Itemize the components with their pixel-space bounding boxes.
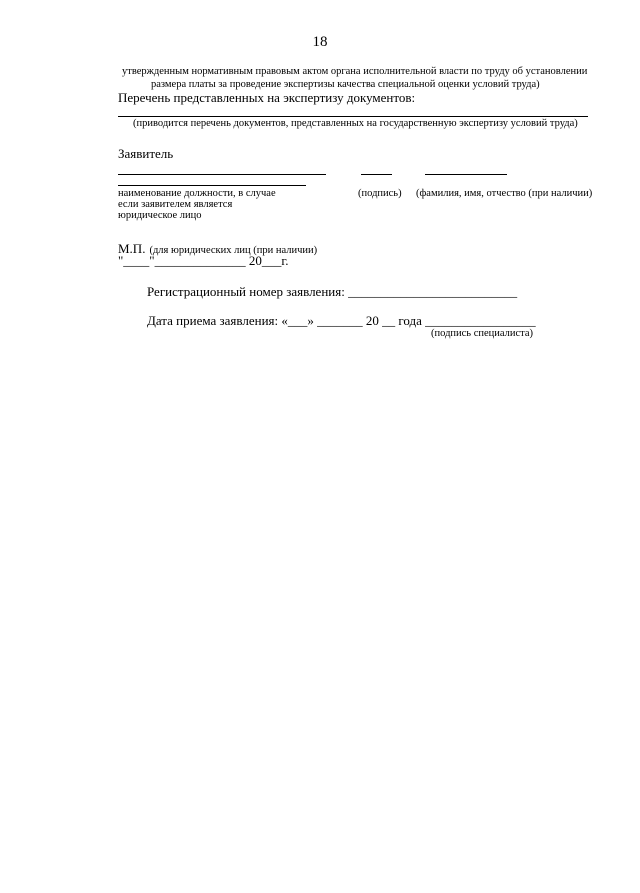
- signature-caption: (подпись): [358, 188, 402, 199]
- documents-heading: Перечень представленных на экспертизу документов:: [118, 90, 416, 105]
- seal-date-line: "____"______________ 20___г.: [118, 253, 289, 268]
- intro-line-1: утвержденным нормативным правовым актом органа исполнительной власти по труду об установлении: [122, 66, 588, 77]
- position-caption-1: наименование должности, в случае: [118, 188, 276, 199]
- registration-number: Регистрационный номер заявления: __________________________: [147, 284, 518, 299]
- applicant-position-line-2: [118, 185, 306, 186]
- seal-note: (для юридических лиц (при наличии): [149, 245, 318, 256]
- documents-list-line: [118, 116, 588, 117]
- applicant-name-line: [425, 174, 507, 175]
- documents-caption: (приводится перечень документов, представленных на государственную экспертизу условий труда): [133, 118, 578, 129]
- receipt-date: Дата приема заявления: «___» _______ 20 __ года _________________: [147, 313, 536, 328]
- applicant-position-line-1: [118, 174, 326, 175]
- specialist-signature-caption: (подпись специалиста): [431, 328, 534, 339]
- applicant-label: Заявитель: [118, 146, 174, 161]
- position-caption-2: если заявителем является: [118, 199, 233, 210]
- name-caption: (фамилия, имя, отчество (при наличии): [416, 188, 593, 199]
- intro-line-2: размера платы за проведение экспертизы качества специальной оценки условий труда): [151, 79, 540, 90]
- seal-label: М.П.: [118, 241, 146, 256]
- applicant-signature-line: [361, 174, 392, 175]
- position-caption-3: юридическое лицо: [118, 210, 202, 221]
- page-number: 18: [312, 34, 328, 50]
